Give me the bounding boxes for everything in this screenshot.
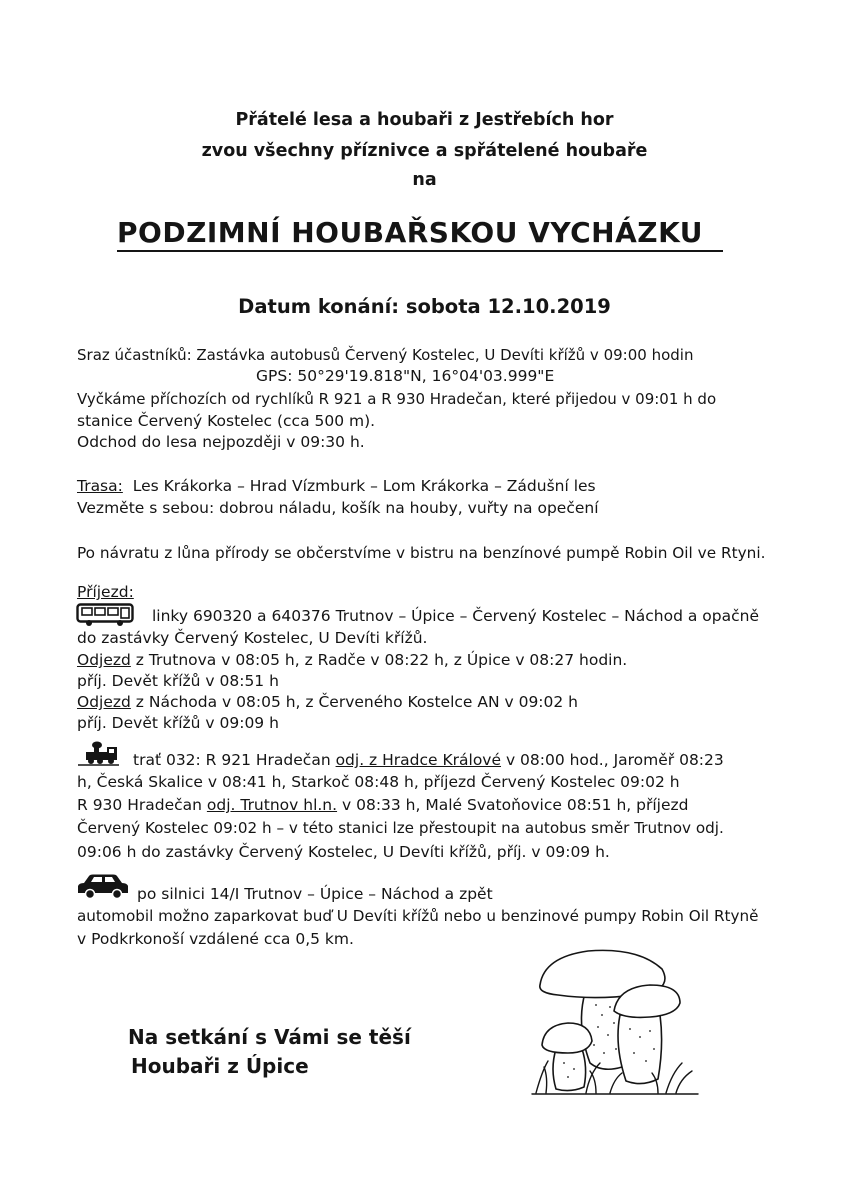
bring-list: Vezměte s sebou: dobrou náladu, košík na houby, vuřty na opečení <box>77 499 599 517</box>
bus-departure-1 <box>77 650 627 670</box>
train-departure-trutnov: odj. Trutnov hl.n. <box>206 796 338 814</box>
event-date: Datum konání: sobota 12.10.2019 <box>238 295 611 318</box>
signature-line-1: Na setkání s Vámi se těší <box>128 1025 411 1049</box>
departure-label-2: Odjezd <box>77 693 131 711</box>
train-icon <box>76 740 120 766</box>
car-route: po silnici 14/I Trutnov – Úpice – Náchod a zpět <box>137 885 493 903</box>
train-line-4: Červený Kostelec 09:02 h – v této stanici lze přestoupit na autobus směr Trutnov odj. <box>77 819 724 837</box>
meeting-place: Sraz účastníků: Zastávka autobusů Červený Kostelec, U Devíti křížů v 09:00 hodin <box>77 346 694 364</box>
bus-stop: do zastávky Červený Kostelec, U Devíti křížů. <box>77 629 428 647</box>
gps-coordinates: GPS: 50°29'19.818"N, 16°04'03.999"E <box>256 367 555 385</box>
car-icon <box>76 873 130 901</box>
train-line-3c: v 08:33 h, Malé Svatoňovice 08:51 h, příjezd <box>337 796 689 814</box>
intro-line-1: Přátelé lesa a houbaři z Jestřebích hor <box>235 110 614 130</box>
train-line-1a: trať 032: R 921 Hradečan <box>133 751 336 769</box>
route-label: Trasa: <box>77 477 123 495</box>
intro-line-3: na <box>412 170 437 190</box>
train-line-1c: v 08:00 hod., Jaroměř 08:23 <box>501 751 724 769</box>
car-distance: v Podkrkonoší vzdálené cca 0,5 km. <box>77 930 354 948</box>
departure-text-1: z Trutnova v 08:05 h, z Radče v 08:22 h, z Úpice v 08:27 hodin. <box>130 651 628 669</box>
bus-arrival-2: příj. Devět křížů v 09:09 h <box>77 714 279 732</box>
departure-text-2: z Náchoda v 08:05 h, z Červeného Kostelce AN v 09:02 h <box>130 693 579 711</box>
train-departure-hk: odj. z Hradce Králové <box>335 751 502 769</box>
bus-arrival-1: příj. Devět křížů v 08:51 h <box>77 672 279 690</box>
page-title: PODZIMNÍ HOUBAŘSKOU VYCHÁZKU <box>117 216 723 252</box>
departure-label-1: Odjezd <box>77 651 131 669</box>
train-line-3a: R 930 Hradečan <box>77 796 207 814</box>
signature-line-2: Houbaři z Úpice <box>131 1054 309 1078</box>
train-line-1 <box>133 750 724 770</box>
arrival-heading: Příjezd: <box>77 583 134 601</box>
meeting-wait: Vyčkáme příchozích od rychlíků R 921 a R 930 Hradečan, které přijedou v 09:01 h do <box>77 390 717 408</box>
car-parking: automobil možno zaparkovat buď U Devíti křížů nebo u benzinové pumpy Robin Oil Rtyně <box>77 907 759 925</box>
intro-line-2: zvou všechny příznivce a spřátelené houbaře <box>201 141 648 161</box>
bus-lines: linky 690320 a 640376 Trutnov – Úpice – Červený Kostelec – Náchod a opačně <box>152 607 759 625</box>
train-line-5: 09:06 h do zastávky Červený Kostelec, U Devíti křížů, příj. v 09:09 h. <box>77 843 610 861</box>
route-text: Les Krákorka – Hrad Vízmburk – Lom Krákorka – Zádušní les <box>132 477 596 495</box>
meeting-departure: Odchod do lesa nejpozději v 09:30 h. <box>77 433 365 451</box>
mushrooms-illustration <box>530 945 702 1095</box>
train-line-2: h, Česká Skalice v 08:41 h, Starkoč 08:48 h, příjezd Červený Kostelec 09:02 h <box>77 773 680 791</box>
train-line-3 <box>77 795 688 815</box>
bus-departure-2 <box>77 692 578 712</box>
meeting-station: stanice Červený Kostelec (cca 500 m). <box>77 412 376 430</box>
after-walk: Po návratu z lůna přírody se občerstvíme v bistru na benzínové pumpě Robin Oil ve Rtyni. <box>77 544 766 562</box>
bus-icon <box>76 603 134 627</box>
route-line <box>77 476 596 496</box>
